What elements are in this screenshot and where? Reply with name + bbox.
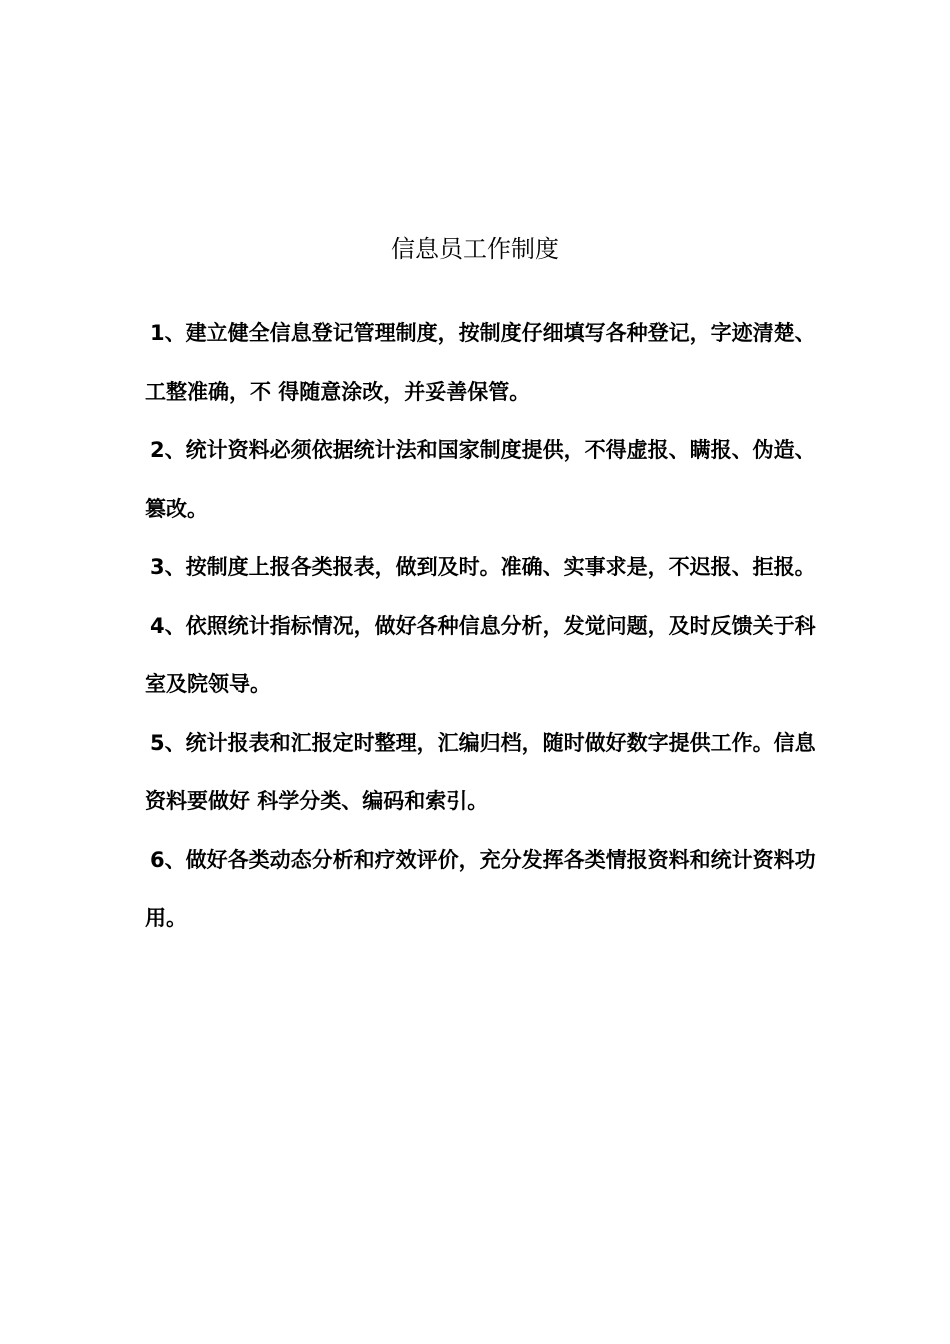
clause-number: 1: [150, 321, 165, 345]
clause-4: [145, 597, 835, 714]
clause-number: 6: [150, 847, 165, 872]
clause-number: 4: [150, 613, 165, 638]
clause-text: 、统计资料必须依据统计法和国家制度提供，不得虚报、瞒报、伪造、篡改。: [145, 438, 816, 521]
clause-number: 2: [150, 438, 165, 462]
clause-number: 3: [150, 555, 165, 579]
clause-2: [145, 421, 835, 538]
clause-3: [145, 538, 835, 597]
clause-text: 、建立健全信息登记管理制度，按制度仔细填写各种登记，字迹清楚、工整准确，不 得随意涂改，并妥善保管。: [145, 321, 816, 404]
document-title: 信息员工作制度: [391, 235, 559, 263]
clause-list: [145, 304, 835, 948]
clause-number: 5: [150, 730, 165, 755]
clause-text: 、做好各类动态分析和疗效评价，充分发挥各类情报资料和统计资料功用。: [145, 847, 816, 930]
clause-5: [145, 714, 835, 831]
clause-text: 、依照统计指标情况，做好各种信息分析，发觉问题，及时反馈关于科室及院领导。: [145, 613, 816, 696]
clause-text: 、统计报表和汇报定时整理，汇编归档，随时做好数字提供工作。信息资料要做好 科学分类、编码和索引。: [145, 730, 816, 813]
clause-text: 、按制度上报各类报表，做到及时。准确、实事求是，不迟报、拒报。: [164, 555, 816, 579]
clause-1: [145, 304, 835, 421]
clause-6: [145, 831, 835, 948]
